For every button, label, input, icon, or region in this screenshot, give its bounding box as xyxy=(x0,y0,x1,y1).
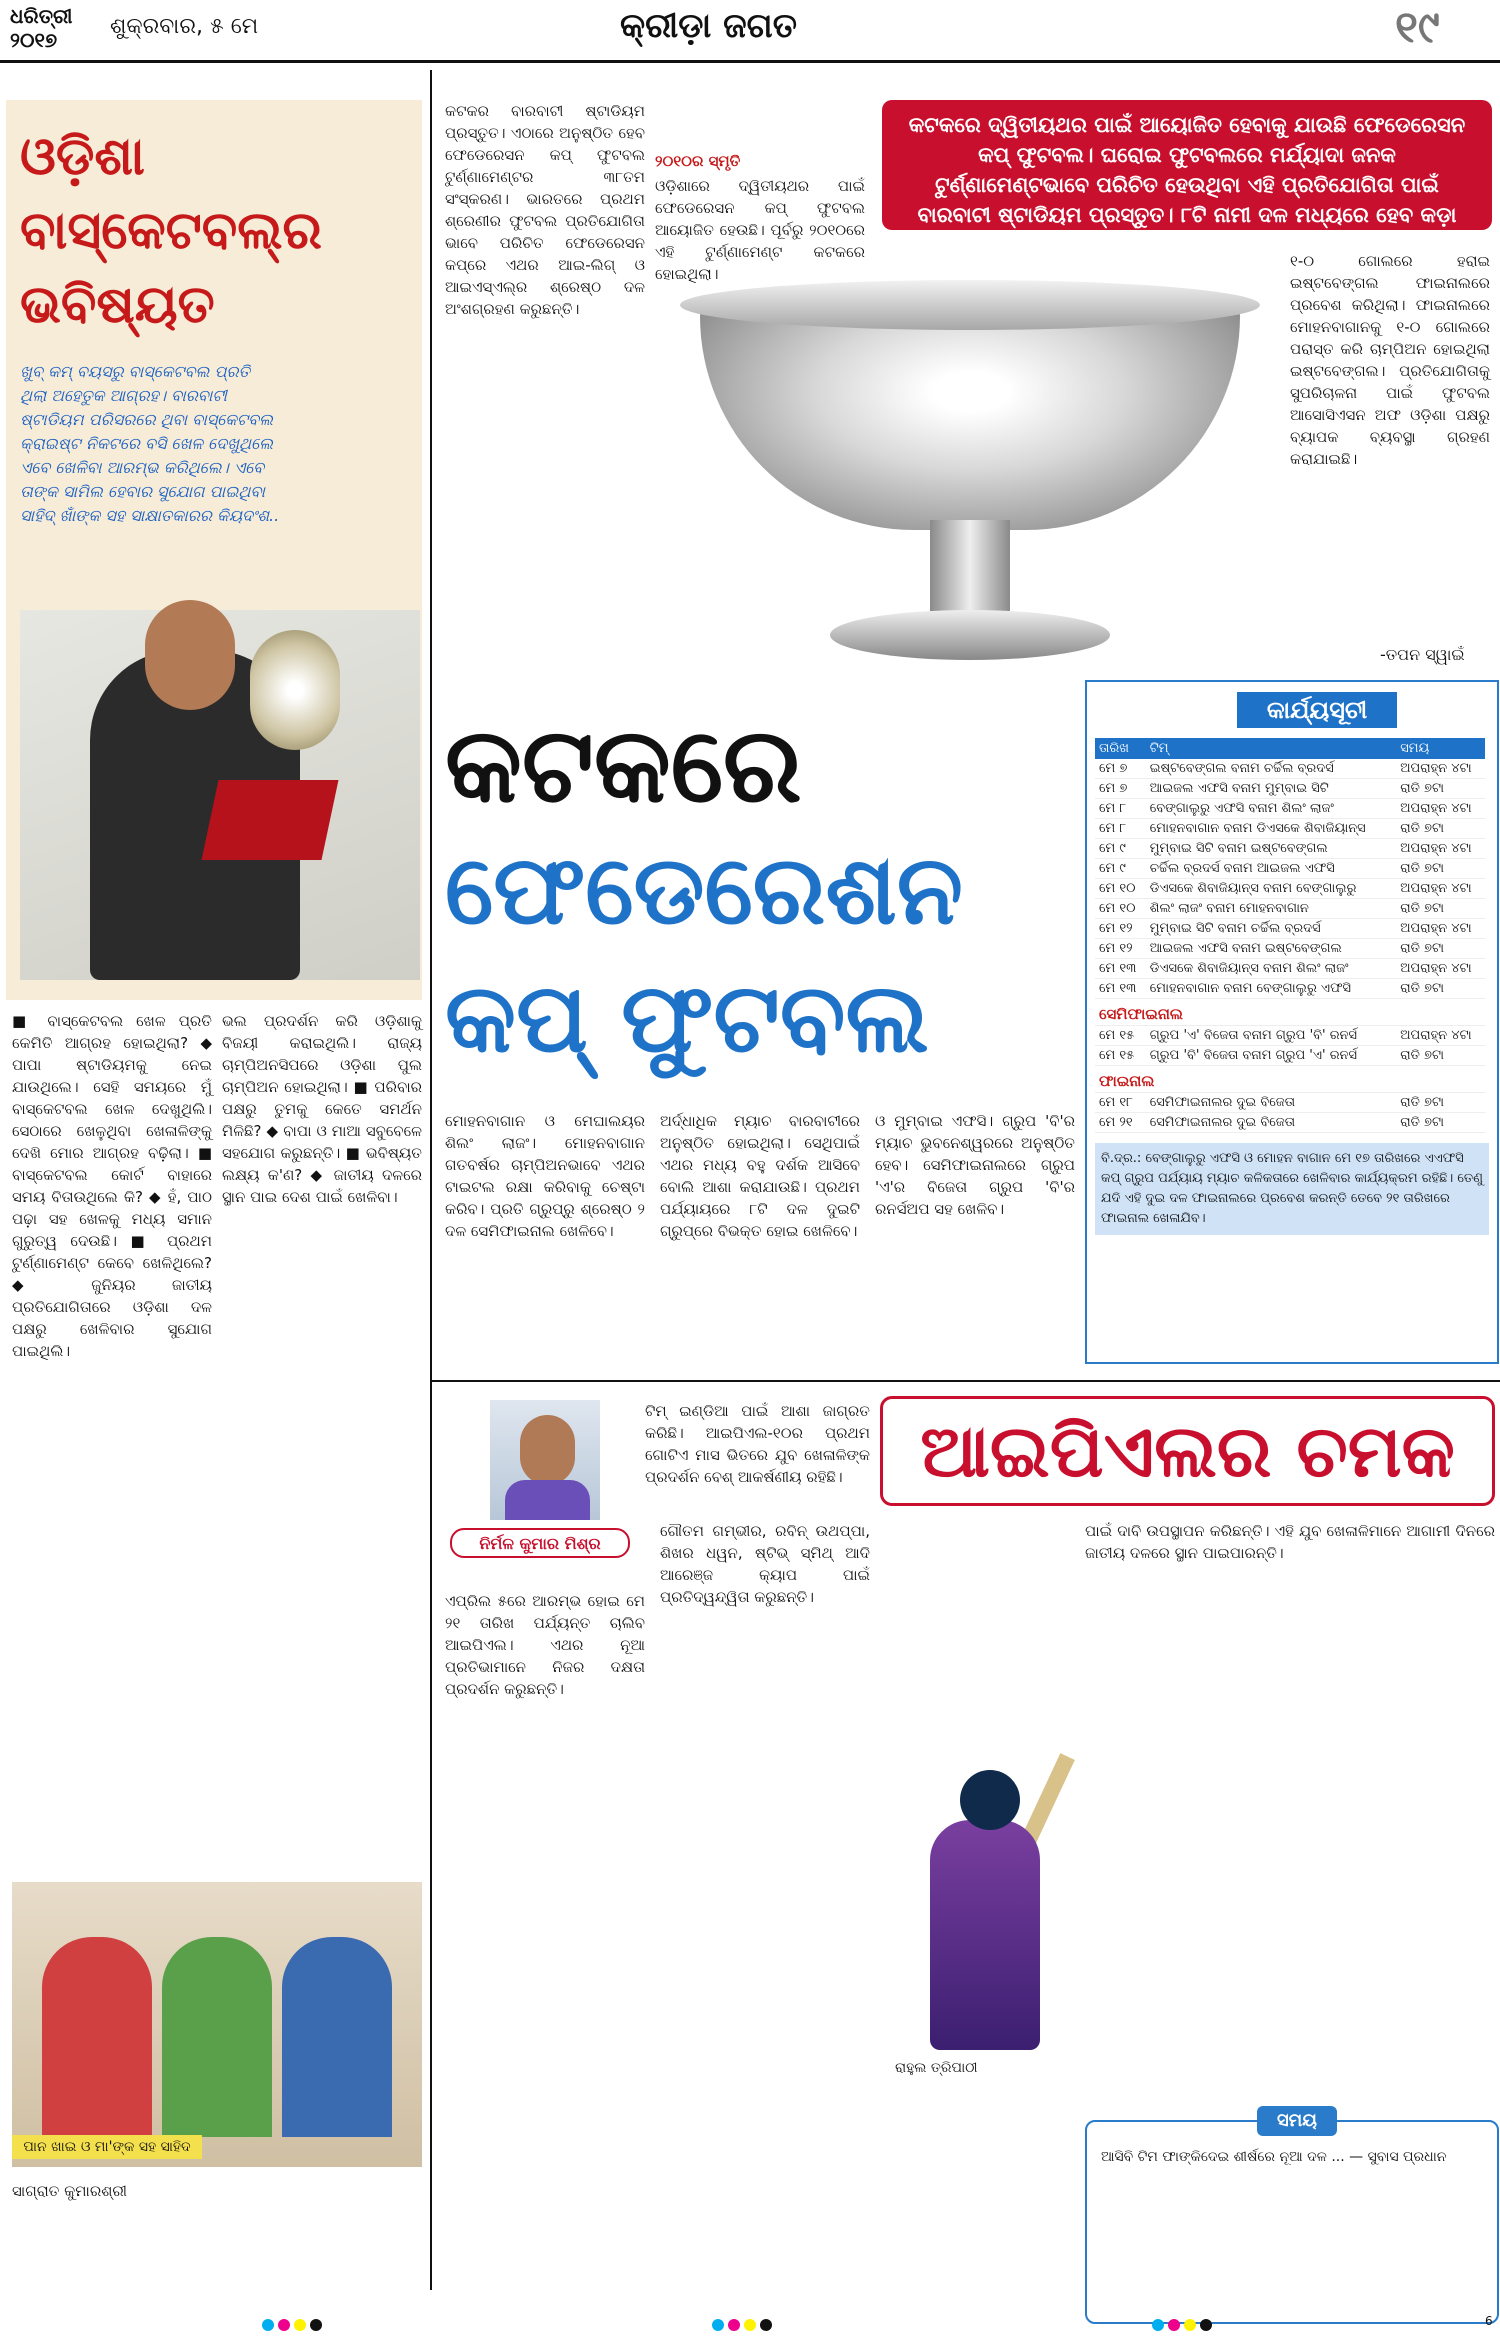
schedule-table xyxy=(1095,738,1485,1133)
schedule-cell: ମୋହନବାଗାନ ବନାମ ବେଙ୍ଗାଲୁରୁ ଏଫସି xyxy=(1146,979,1397,999)
samay-poem: ଆସିବି ଟିମ ଫାଙ୍କିଦେଇ ଶୀର୍ଷରେ ନୂଆ ଦଳ ... — ସୁବାସ ପ୍ରଧାନ xyxy=(1101,2149,1447,2165)
main-story-column: ଓ ମୁମ୍ବାଇ ଏଫସି। ଗ୍ରୁପ 'ବି'ର ମ୍ୟାଚ ଭୁବନେଶ୍ୱରରେ ଅନୁଷ୍ଠିତ ହେବ। ସେମିଫାଇନାଲରେ ଗ୍ରୁପ 'ଏ'ର ବିଜେତା ଗ୍ରୁପ 'ବି'ର ରନର୍ସଅପ ସହ ଖେଳିବ। xyxy=(875,1112,1075,1218)
schedule-cell: ରାତି ୭ଟା xyxy=(1396,1046,1485,1066)
schedule-cell: ବେଙ୍ଗାଲୁରୁ ଏଫସି ବନାମ ଶିଲଂ ଲାଜଂ xyxy=(1146,799,1397,819)
family-photo xyxy=(12,1882,422,2167)
schedule-row xyxy=(1095,1046,1485,1066)
schedule-cell: ଅପରାହ୍ନ ୪ଟା xyxy=(1396,959,1485,979)
page-code: 6 xyxy=(1485,2314,1493,2328)
semifinal-label: ସେମିଫାଇନାଲ xyxy=(1095,999,1485,1026)
headline: ଫେଡେରେଶନ xyxy=(445,834,963,946)
schedule-cell: ଶିଲଂ ଲାଜଂ ବନାମ ମୋହନବାଗାନ xyxy=(1146,899,1397,919)
schedule-cell: ଡିଏସକେ ଶିବାଜିୟାନ୍ସ ବନାମ ବେଙ୍ଗାଲୁରୁ xyxy=(1146,879,1397,899)
ipl-story-column: ପାଇଁ ଦାବି ଉପସ୍ଥାପନ କରିଛନ୍ତି। ଏହି ଯୁବ ଖେଳାଳିମାନେ ଆଗାମୀ ଦିନରେ ଜାତୀୟ ଦଳରେ ସ୍ଥାନ ପାଇପାରନ୍ତି। xyxy=(1085,1522,1495,1562)
schedule-row xyxy=(1095,839,1485,859)
final-label: ଫାଇନାଲ xyxy=(1095,1066,1485,1093)
cricketer-photo xyxy=(890,1750,1070,2050)
person-figure xyxy=(42,1937,152,2137)
schedule-cell: ମେ ୧୩ xyxy=(1095,979,1146,999)
schedule-cell: ରାତି ୭ଟା xyxy=(1396,1113,1485,1133)
schedule-row xyxy=(1095,799,1485,819)
title-line: ଭବିଷ୍ୟତ xyxy=(20,275,215,335)
column-divider xyxy=(430,70,432,1380)
schedule-cell: ଇଷ୍ଟବେଙ୍ଗଲ ବନାମ ଚର୍ଚ୍ଚିଲ ବ୍ରଦର୍ସ xyxy=(1146,759,1397,779)
column-header: ସମୟ xyxy=(1396,738,1485,759)
column-header: ତାରିଖ xyxy=(1095,738,1146,759)
author-name: ନିର୍ମଳ କୁମାର ମିଶ୍ର xyxy=(450,1528,630,1558)
schedule-cell: ମେ ୮ xyxy=(1095,819,1146,839)
brand-year: ୨୦୧୭ xyxy=(10,28,58,52)
main-story-column: ଅର୍ଦ୍ଧାଧିକ ମ୍ୟାଚ ବାରବାଟୀରେ ଅନୁଷ୍ଠିତ ହୋଇଥିଲା। ସେଥିପାଇଁ ଏଥର ମଧ୍ୟ ବହୁ ଦର୍ଶକ ଆସିବେ ବୋଲି ଆଶା କରାଯାଉଛି। ପ୍ରଥମ ପର୍ଯ୍ୟାୟରେ ୮ଟି ଦଳ ଦୁଇଟି ଗ୍ରୁପ୍‌ରେ ବିଭକ୍ତ ହୋଇ ଖେଳିବେ। xyxy=(660,1112,860,1240)
left-story-title xyxy=(20,120,420,342)
schedule-cell: ମେ ୧୦ xyxy=(1095,899,1146,919)
main-story-byline: -ତପନ ସ୍ୱାଇଁ xyxy=(1380,645,1465,664)
section-divider xyxy=(430,1380,1500,1382)
schedule-cell: ଅପରାହ୍ନ ୪ଟା xyxy=(1396,879,1485,899)
person-figure xyxy=(282,1937,392,2137)
left-story-column: ଭଲ ପ୍ରଦର୍ଶନ କରି ଓଡ଼ିଶାକୁ ବିଜୟୀ କରାଇଥିଲି। ରାଜ୍ୟ ଚାମ୍ପିଅନସିପରେ ଓଡ଼ିଶା ପୁଲ ଚାମ୍ପିଅନ ହୋଇଥିଲା। ■ ପରିବାର ପକ୍ଷରୁ ତୁମକୁ କେତେ ସମର୍ଥନ ମିଳିଛି? ◆ ବାପା ଓ ମାଆ ସବୁବେଳେ ସହଯୋଗ କରୁଛନ୍ତି। ■ ଭବିଷ୍ୟତ ଲକ୍ଷ୍ୟ କ'ଣ? ◆ ଜାତୀୟ ଦଳରେ ସ୍ଥାନ ପାଇ ଦେଶ ପାଇଁ ଖେଳିବା। xyxy=(222,1012,422,1206)
schedule-row xyxy=(1095,819,1485,839)
schedule-row xyxy=(1095,939,1485,959)
schedule-box xyxy=(1085,680,1499,1364)
schedule-cell: ଅପରାହ୍ନ ୪ଟା xyxy=(1396,1026,1485,1046)
schedule-cell: ରାତି ୭ଟା xyxy=(1396,859,1485,879)
samay-box xyxy=(1085,2110,1499,2324)
schedule-note: ବି.ଦ୍ର.: ବେଙ୍ଗାଲୁରୁ ଏଫସି ଓ ମୋହନ ବାଗାନ ମେ ୧୭ ତାରିଖରେ ଏଏଫସି କପ୍ ଗ୍ରୁପ ପର୍ଯ୍ୟାୟ ମ୍ୟାଚ କଳିକତାରେ ଖେଳିବାର କାର୍ଯ୍ୟକ୍ରମ ରହିଛି। ତେଣୁ ଯଦି ଏହି ଦୁଇ ଦଳ ଫାଇନାଲରେ ପ୍ରବେଶ କରନ୍ତି ତେବେ ୨୧ ତାରିଖରେ ଫାଇନାଲ ଖେଳାଯିବ। xyxy=(1095,1143,1489,1235)
issue-date: ଶୁକ୍ରବାର, ୫ ମେ xyxy=(110,14,259,39)
basketball-trophy-image xyxy=(210,630,360,890)
schedule-cell: ସେମିଫାଇନାଲର ଦୁଇ ବିଜେତା xyxy=(1146,1093,1397,1113)
schedule-cell: ଅପରାହ୍ନ ୪ଟା xyxy=(1396,839,1485,859)
photo-caption: ପାନ ଖାଇ ଓ ମା'ଙ୍କ ସହ ସାହିଦ xyxy=(12,2135,202,2159)
headline: କପ୍ ଫୁଟବଲ xyxy=(445,962,929,1074)
brand-name: ଧରିତ୍ରୀ xyxy=(10,4,73,28)
title-line: ଓଡ଼ିଶା xyxy=(20,127,145,187)
schedule-cell: ରାତି ୭ଟା xyxy=(1396,819,1485,839)
schedule-cell: ମେ ୧୨ xyxy=(1095,939,1146,959)
schedule-row xyxy=(1095,979,1485,999)
schedule-cell: ଆଇଜଲ ଏଫସି ବନାମ ମୁମ୍ବାଇ ସିଟି xyxy=(1146,779,1397,799)
subheading: ୨୦୧୦ର ସ୍ମୃତି xyxy=(655,152,741,170)
page-number: ୧୯ xyxy=(1395,2,1440,53)
schedule-cell: ଗ୍ରୁପ 'ଏ' ବିଜେତା ବନାମ ଗ୍ରୁପ 'ବି' ରନର୍ସ xyxy=(1146,1026,1397,1046)
schedule-cell: ମେ ୭ xyxy=(1095,759,1146,779)
schedule-cell: ମୋହନବାଗାନ ବନାମ ଡିଏସକେ ଶିବାଜିୟାନ୍ସ xyxy=(1146,819,1397,839)
schedule-cell: ମେ ୧୫ xyxy=(1095,1026,1146,1046)
schedule-cell: ରାତି ୭ଟା xyxy=(1396,939,1485,959)
title-line: ବାସ୍କେଟବଲ୍‌ର xyxy=(20,201,322,261)
samay-title: ସମୟ xyxy=(1257,2106,1337,2136)
schedule-cell: ମେ ୨୧ xyxy=(1095,1113,1146,1133)
ipl-story-column: ଏପ୍ରିଲ ୫ରେ ଆରମ୍ଭ ହୋଇ ମେ ୨୧ ତାରିଖ ପର୍ଯ୍ୟନ୍ତ ଚାଲିବ ଆଇପିଏଲ। ଏଥର ନୂଆ ପ୍ରତିଭାମାନେ ନିଜର ଦକ୍ଷତା ପ୍ରଦର୍ଶନ କରୁଛନ୍ତି। xyxy=(445,1592,645,1698)
schedule-row xyxy=(1095,1113,1485,1133)
schedule-cell: ମୁମ୍ବାଇ ସିଟି ବନାମ ଇଷ୍ଟବେଙ୍ଗଲ xyxy=(1146,839,1397,859)
masthead xyxy=(10,4,72,52)
schedule-cell: ମେ ୯ xyxy=(1095,859,1146,879)
schedule-cell: ଆଇଜଲ ଏଫସି ବନାମ ଇଷ୍ଟବେଙ୍ଗଲ xyxy=(1146,939,1397,959)
schedule-row xyxy=(1095,919,1485,939)
schedule-cell: ମେ ୮ xyxy=(1095,799,1146,819)
schedule-cell: ରାତି ୭ଟା xyxy=(1396,1093,1485,1113)
schedule-cell: ଚର୍ଚ୍ଚିଲ ବ୍ରଦର୍ସ ବନାମ ଆଇଜଲ ଏଫସି xyxy=(1146,859,1397,879)
schedule-cell: ଗ୍ରୁପ 'ବି' ବିଜେତା ବନାମ ଗ୍ରୁପ 'ଏ' ରନର୍ସ xyxy=(1146,1046,1397,1066)
section-title: କ୍ରୀଡ଼ା ଜଗତ xyxy=(620,6,797,46)
schedule-title: କାର୍ଯ୍ୟସୂଚୀ xyxy=(1237,692,1397,728)
player-caption: ରାହୁଲ ତ୍ରିପାଠୀ xyxy=(895,2060,978,2076)
schedule-cell: ଡିଏସକେ ଶିବାଜିୟାନ୍ସ ବନାମ ଶିଲଂ ଲାଜଂ xyxy=(1146,959,1397,979)
schedule-row xyxy=(1095,879,1485,899)
main-story-column: ୧-୦ ଗୋଲରେ ହରାଇ ଇଷ୍ଟବେଙ୍ଗଲ ଫାଇନାଲରେ ପ୍ରବେଶ କରିଥିଲା। ଫାଇନାଲରେ ମୋହନବାଗାନକୁ ୧-୦ ଗୋଲରେ ପରାସ୍ତ କରି ଚାମ୍ପିଅନ ହୋଇଥିଲା ଇଷ୍ଟବେଙ୍ଗଲ। ପ୍ରତିଯୋଗିତାକୁ ସୁପରିଚାଳନା ପାଇଁ ଫୁଟବଲ ଆସୋସିଏସନ ଅଫ ଓଡ଼ିଶା ପକ୍ଷରୁ ବ୍ୟାପକ ବ୍ୟବସ୍ଥା ଗ୍ରହଣ କରାଯାଇଛି। xyxy=(1290,252,1490,468)
schedule-row xyxy=(1095,779,1485,799)
schedule-row xyxy=(1095,859,1485,879)
schedule-cell: ଅପରାହ୍ନ ୪ଟା xyxy=(1396,919,1485,939)
schedule-cell: ରାତି ୭ଟା xyxy=(1396,779,1485,799)
main-story-column: ମୋହନବାଗାନ ଓ ମେଘାଲୟର ଶିଲଂ ଲାଜଂ। ମୋହନବାଗାନ ଗତବର୍ଷର ଚାମ୍ପିଅନଭାବେ ଏଥର ଟାଇଟଲ ରକ୍ଷା କରିବାକୁ ଚେଷ୍ଟା କରିବ। ପ୍ରତି ଗ୍ରୁପ୍‌ରୁ ଶ୍ରେଷ୍ଠ ୨ ଦଳ ସେମିଫାଇନାଲ ଖେଳିବେ। xyxy=(445,1112,645,1240)
schedule-cell: ରାତି ୭ଟା xyxy=(1396,979,1485,999)
schedule-cell: ମେ ୧୦ xyxy=(1095,879,1146,899)
schedule-row xyxy=(1095,959,1485,979)
main-story-column: କଟକର ବାରବାଟୀ ଷ୍ଟାଡିୟମ ପ୍ରସ୍ତୁତ। ଏଠାରେ ଅନୁଷ୍ଠିତ ହେବ ଫେଡେରେସନ କପ୍ ଫୁଟବଲ ଟୁର୍ଣ୍ଣାମେଣ୍ଟର ୩୮ତମ ସଂସ୍କରଣ। ଭାରତରେ ପ୍ରଥମ ଶ୍ରେଣୀର ଫୁଟବଲ ପ୍ରତିଯୋଗିତା ଭାବେ ପରିଚିତ ଫେଡେରେସନ କପ୍‌ରେ ଏଥର ଆଇ-ଲିଗ୍ ଓ ଆଇଏସ୍ଏଲ୍‌ର ଶ୍ରେଷ୍ଠ ଦଳ ଅଂଶଗ୍ରହଣ କରୁଛନ୍ତି। xyxy=(445,102,645,318)
column-header: ଟିମ୍ xyxy=(1146,738,1397,759)
schedule-cell: ମେ ୭ xyxy=(1095,779,1146,799)
ipl-story-column: ଗୌତମ ଗମ୍ଭୀର, ରବିନ୍ ଉଥପ୍ପା, ଶିଖର ଧୱନ, ଷ୍ଟିଭ୍ ସ୍ମିଥ୍ ଆଦି ଆରେଞ୍ଜ କ୍ୟାପ ପାଇଁ ପ୍ରତିଦ୍ୱନ୍ଦ୍ୱିତା କରୁଛନ୍ତି। xyxy=(660,1522,870,1606)
left-story-byline: ସାଗ୍ରାତ କୁମାରଶ୍ରୀ xyxy=(12,2182,128,2200)
schedule-row xyxy=(1095,1093,1485,1113)
schedule-cell: ମୁମ୍ବାଇ ସିଟି ବନାମ ଚର୍ଚ୍ଚିଲ ବ୍ରଦର୍ସ xyxy=(1146,919,1397,939)
federation-cup-trophy-image xyxy=(660,270,1280,670)
ipl-story-column: ଟିମ୍ ଇଣ୍ଡିଆ ପାଇଁ ଆଶା ଜାଗ୍ରତ କରିଛି। ଆଇପିଏଲ-୧୦ର ପ୍ରଥମ ଗୋଟିଏ ମାସ ଭିତରେ ଯୁବ ଖେଳାଳିଙ୍କ ପ୍ରଦର୍ଶନ ବେଶ୍ ଆକର୍ଷଣୀୟ ରହିଛି। xyxy=(645,1402,870,1486)
schedule-cell: ମେ ୧୫ xyxy=(1095,1046,1146,1066)
schedule-cell: ମେ ୧୩ xyxy=(1095,959,1146,979)
print-registration-marks xyxy=(0,2310,1500,2336)
author-shirt xyxy=(505,1480,590,1520)
schedule-row xyxy=(1095,1026,1485,1046)
schedule-cell: ରାତି ୭ଟା xyxy=(1396,899,1485,919)
schedule-row xyxy=(1095,899,1485,919)
schedule-row xyxy=(1095,759,1485,779)
main-story-column: ଓଡ଼ିଶାରେ ଦ୍ୱିତୀୟଥର ପାଇଁ ଫେଡେରେସନ କପ୍ ଫୁଟବଲ ଆୟୋଜିତ ହେଉଛି। ପୂର୍ବରୁ ୨୦୧୦ରେ ଏହି ଟୁର୍ଣ୍ଣାମେଣ୍ଟ କଟକରେ ହୋଇଥିଲା। xyxy=(655,177,865,283)
schedule-cell: ସେମିଫାଇନାଲର ଦୁଇ ବିଜେତା xyxy=(1146,1113,1397,1133)
ipl-banner: ଆଇପିଏଲର ଚମକ xyxy=(880,1396,1495,1506)
author-box xyxy=(450,1400,630,1570)
page-header xyxy=(0,0,1500,63)
schedule-cell: ମେ ୧୨ xyxy=(1095,919,1146,939)
person-figure xyxy=(162,1937,272,2137)
author-face xyxy=(520,1415,575,1485)
schedule-cell: ଅପରାହ୍ନ ୪ଟା xyxy=(1396,759,1485,779)
schedule-cell: ମେ ୯ xyxy=(1095,839,1146,859)
schedule-cell: ଅପରାହ୍ନ ୪ଟା xyxy=(1396,799,1485,819)
left-story-column: ■ ବାସ୍କେଟବଲ ଖେଳ ପ୍ରତି କେମିତି ଆଗ୍ରହ ହୋଇଥିଲା? ◆ ପାପା ଷ୍ଟାଡିୟମକୁ ନେଇ ଯାଉଥିଲେ। ସେହି ସମୟରେ ମୁଁ ବାସ୍କେଟବଲ ଖେଳ ଦେଖୁଥିଲି। ସେଠାରେ ଖେଳୁଥିବା ଖେଳାଳିଙ୍କୁ ଦେଖି ମୋର ଆଗ୍ରହ ବଢ଼ିଲା। ■ ବାସ୍କେଟବଲ କୋର୍ଟ ବାହାରେ ସମୟ ବିତାଉଥିଲେ କି? ◆ ହଁ, ପାଠ ପଢ଼ା ସହ ଖେଳକୁ ମଧ୍ୟ ସମାନ ଗୁରୁତ୍ୱ ଦେଉଛି। ■ ପ୍ରଥମ ଟୁର୍ଣ୍ଣାମେଣ୍ଟ କେବେ ଖେଳିଥିଲେ? ◆ ଜୁନିୟର ଜାତୀୟ ପ୍ରତିଯୋଗିତାରେ ଓଡ଼ିଶା ଦଳ ପକ୍ଷରୁ ଖେଳିବାର ସୁଯୋଗ ପାଇଥିଲି। xyxy=(12,1012,212,1360)
headline: କଟକରେ xyxy=(445,704,802,826)
highlight-box: କଟକରେ ଦ୍ୱିତୀୟଥର ପାଇଁ ଆୟୋଜିତ ହେବାକୁ ଯାଉଛି ଫେଡେରେସନ କପ୍ ଫୁଟବଲ। ଘରୋଇ ଫୁଟବଲରେ ମର୍ଯ୍ୟାଦା ଜନକ ଟୁର୍ଣ୍ଣାମେଣ୍ଟଭାବେ ପରିଚିତ ହେଉଥିବା ଏହି ପ୍ରତିଯୋଗିତା ପାଇଁ ବାରବାଟୀ ଷ୍ଟାଡିୟମ ପ୍ରସ୍ତୁତ। ୮ଟି ନାମୀ ଦଳ ମଧ୍ୟରେ ହେବ କଡ଼ା ଟକ୍କର। xyxy=(882,100,1492,230)
column-divider xyxy=(430,1380,432,2290)
schedule-cell: ମେ ୧୮ xyxy=(1095,1093,1146,1113)
left-story-intro: ଖୁବ୍ କମ୍ ବୟସରୁ ବାସ୍କେଟବଲ ପ୍ରତି ଥିଲା ଅହେତୁକ ଆଗ୍ରହ। ବାରବାଟୀ ଷ୍ଟାଡିୟମ ପରିସରରେ ଥିବା ବାସ୍କେଟବଲ କ୍ରାଇଷ୍ଟ ନିକଟରେ ବସି ଖେଳ ଦେଖୁଥିଲେ ଏବେ ଖେଳିବା ଆରମ୍ଭ କରିଥିଲେ। ଏବେ ତାଙ୍କ ସାମିଲ ହେବାର ସୁଯୋଗ ପାଇଥିବା ସାହିଦ୍ ଖାଁଙ୍କ ସହ ସାକ୍ଷାତକାରର କିୟଦଂଶ.. xyxy=(20,362,280,525)
